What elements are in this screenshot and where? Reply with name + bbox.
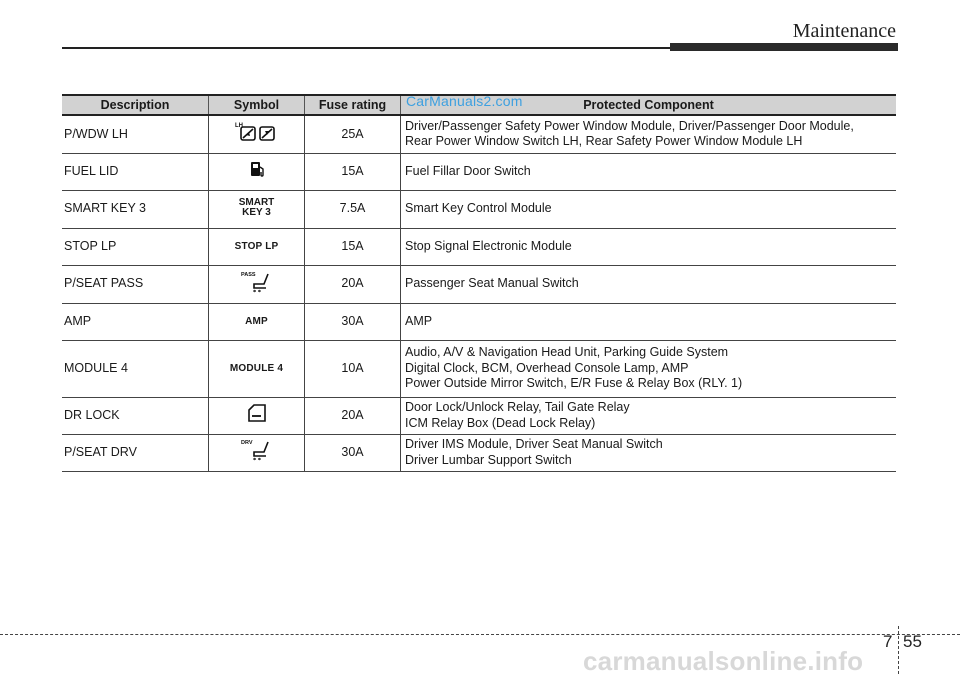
row-symbol	[209, 153, 305, 190]
row-protected-component	[401, 434, 897, 471]
power-window-lh-icon	[234, 121, 280, 148]
footer-dashed-divider	[898, 626, 899, 674]
row-description: P/SEAT PASS	[62, 265, 209, 303]
footer-dashed-rule	[0, 634, 960, 635]
row-description: STOP LP	[62, 228, 209, 265]
row-fuse-rating: 20A	[305, 397, 401, 434]
watermark-carmanuals2-link[interactable]: CarManuals2.com	[406, 93, 523, 109]
column-header-protected-component: Protected Component	[401, 95, 897, 115]
column-header-fuse-rating: Fuse rating	[305, 95, 401, 115]
watermark-carmanualsonline-link[interactable]: carmanualsonline.info	[583, 646, 864, 676]
column-header-symbol: Symbol	[209, 95, 305, 115]
row-protected-component	[401, 228, 897, 265]
component-line: Driver Lumbar Support Switch	[405, 452, 572, 467]
stop-lp-symbol: STOP LP	[234, 241, 279, 253]
row-symbol	[209, 265, 305, 303]
table-row	[62, 265, 896, 303]
smart-key-symbol	[239, 198, 275, 218]
symbol-small-label: DRV	[240, 440, 253, 447]
row-description: AMP	[62, 303, 209, 340]
row-fuse-rating: 20A	[305, 265, 401, 303]
row-description: FUEL LID	[62, 153, 209, 190]
row-description: P/WDW LH	[62, 115, 209, 153]
row-description: DR LOCK	[62, 397, 209, 434]
row-symbol	[209, 434, 305, 471]
component-line: Audio, A/V & Navigation Head Unit, Parking Guide System	[405, 345, 729, 360]
fuse-table	[62, 94, 896, 472]
component-line: Door Lock/Unlock Relay, Tail Gate Relay	[405, 400, 630, 414]
row-symbol	[209, 397, 305, 434]
component-line: Driver/Passenger Safety Power Window Module, Driver/Passenger Door Module,	[405, 118, 854, 133]
row-description: P/SEAT DRV	[62, 434, 209, 471]
component-line: AMP	[405, 313, 433, 328]
page-header-title: Maintenance	[792, 20, 896, 42]
row-symbol	[209, 190, 305, 228]
component-line: Stop Signal Electronic Module	[405, 238, 572, 253]
row-symbol	[209, 115, 305, 153]
amp-symbol: AMP	[245, 316, 268, 328]
row-fuse-rating: 10A	[305, 340, 401, 397]
symbol-small-label: PASS	[240, 271, 256, 278]
table-row	[62, 190, 896, 228]
row-protected-component	[401, 340, 897, 397]
door-lock-icon	[246, 402, 268, 429]
row-protected-component	[401, 397, 897, 434]
seat-pass-icon	[239, 270, 275, 299]
row-symbol	[209, 228, 305, 265]
row-fuse-rating: 30A	[305, 434, 401, 471]
row-description: MODULE 4	[62, 340, 209, 397]
row-symbol	[209, 303, 305, 340]
module-4-symbol: MODULE 4	[229, 363, 284, 375]
row-protected-component	[401, 190, 897, 228]
symbol-line: KEY 3	[242, 207, 271, 219]
table-row	[62, 434, 896, 471]
component-line: Digital Clock, BCM, Overhead Console Lamp, AMP	[405, 360, 689, 375]
column-header-description: Description	[62, 95, 209, 115]
chapter-number: 7	[883, 632, 893, 651]
table-row	[62, 228, 896, 265]
row-fuse-rating: 7.5A	[305, 190, 401, 228]
table-row	[62, 397, 896, 434]
header-rule	[62, 47, 670, 49]
row-fuse-rating: 30A	[305, 303, 401, 340]
page-number: 55	[903, 632, 922, 651]
table-row	[62, 340, 896, 397]
component-line: Driver IMS Module, Driver Seat Manual Switch	[405, 437, 663, 451]
row-protected-component	[401, 153, 897, 190]
row-protected-component	[401, 303, 897, 340]
row-fuse-rating: 15A	[305, 228, 401, 265]
row-protected-component	[401, 115, 897, 153]
component-line: Fuel Fillar Door Switch	[405, 163, 531, 178]
row-fuse-rating: 15A	[305, 153, 401, 190]
row-protected-component	[401, 265, 897, 303]
row-fuse-rating: 25A	[305, 115, 401, 153]
fuel-pump-icon	[247, 159, 267, 184]
table-row	[62, 303, 896, 340]
component-line: Power Outside Mirror Switch, E/R Fuse & Relay Box (RLY. 1)	[405, 376, 743, 391]
table-row	[62, 115, 896, 153]
component-line: Passenger Seat Manual Switch	[405, 276, 579, 291]
row-symbol	[209, 340, 305, 397]
component-line: ICM Relay Box (Dead Lock Relay)	[405, 415, 596, 430]
component-line: Smart Key Control Module	[405, 201, 552, 216]
symbol-line: SMART	[238, 197, 275, 209]
seat-drv-icon	[239, 438, 275, 467]
symbol-small-label: LH	[234, 123, 243, 129]
table-row	[62, 153, 896, 190]
row-description: SMART KEY 3	[62, 190, 209, 228]
header-bar	[670, 43, 898, 51]
component-line: Rear Power Window Switch LH, Rear Safety Power Window Module LH	[405, 134, 803, 149]
